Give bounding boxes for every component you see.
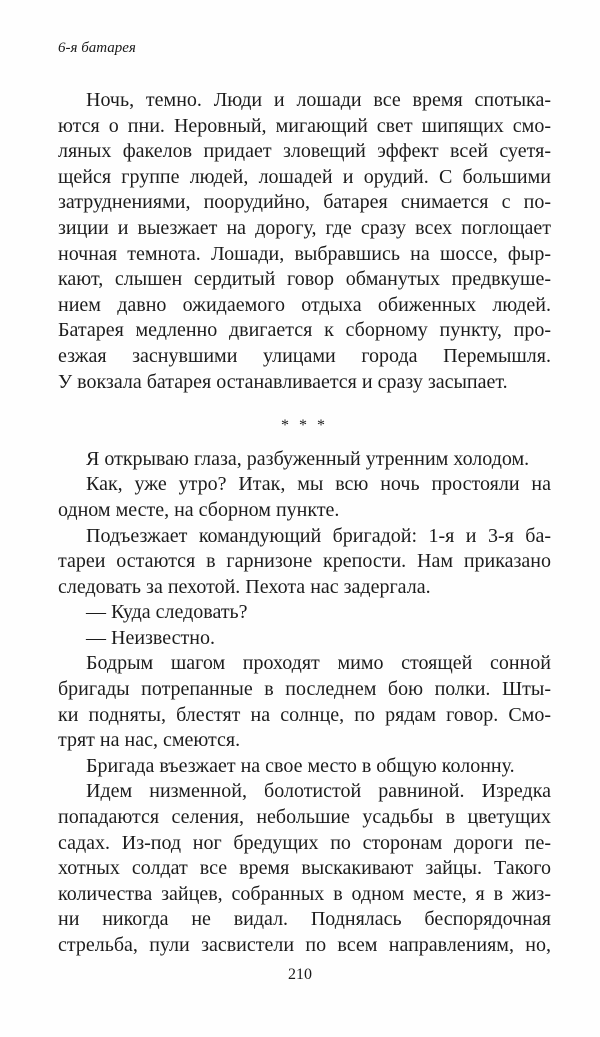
text-line: ляных факелов придает зловещий эффект всей суетя- xyxy=(58,140,551,163)
text-line: Батарея медленно двигается к сборному пункту, про- xyxy=(58,319,551,342)
text-line: затруднениями, поорудийно, батарея снимается с по- xyxy=(58,191,551,214)
text-line: тареи остаются в гарнизоне крепости. Нам приказано xyxy=(58,550,551,573)
text-line: одном месте, на сборном пункте. xyxy=(58,498,340,521)
text-line: — Куда следовать? xyxy=(86,601,248,624)
spacer xyxy=(58,439,551,447)
text-line: ки подняты, блестят на солнце, по рядам говор. Смо- xyxy=(58,703,551,726)
text-line: — Неизвестно. xyxy=(86,626,215,649)
text-line: стрельба, пули засвистели по всем направлениям, но, xyxy=(58,934,551,956)
text-line: ются о пни. Неровный, мигающий свет шипящих смо- xyxy=(58,114,551,137)
page-number: 210 xyxy=(288,966,312,983)
text-line: количества зайцев, собранных в одном месте, я в жиз- xyxy=(58,882,551,905)
text-line: зиции и выезжает на дорогу, где сразу всех поглощает xyxy=(58,216,551,239)
text-line: Идем низменной, болотистой равниной. Изредка xyxy=(86,780,551,803)
text-line: Бодрым шагом проходят мимо стоящей сонной xyxy=(86,652,551,675)
text-line: нием давно ожидаемого отдыха обиженных людей. xyxy=(58,293,551,316)
text-line: Как, уже утро? Итак, мы всю ночь простояли на xyxy=(86,473,551,496)
paragraph xyxy=(58,88,551,395)
spacer xyxy=(58,395,551,413)
text-line: ночная темнота. Лошади, выбравшись на шоссе, фыр- xyxy=(58,242,551,265)
paragraph xyxy=(58,524,551,601)
text-line: ни никогда не видал. Поднялась беспорядочная xyxy=(58,908,551,931)
dialogue-line xyxy=(58,626,551,652)
text-line: садах. Из-под ног бредущих по сторонам дороги пе- xyxy=(58,831,551,854)
text-line: следовать за пехотой. Пехота нас задергала. xyxy=(58,575,431,598)
paragraph xyxy=(58,472,551,523)
text-line: попадаются селения, небольшие усадьбы в цветущих xyxy=(58,806,551,829)
text-line: езжая заснувшими улицами города Перемышля. xyxy=(58,344,551,367)
paragraph xyxy=(58,651,551,753)
text-line: Бригада въезжает на свое место в общую колонну. xyxy=(86,754,515,777)
text-line: Я открываю глаза, разбуженный утренним холодом. xyxy=(86,447,530,470)
text-line: Подъезжает командующий бригадой: 1-я и 3-я ба- xyxy=(86,524,551,547)
paragraph xyxy=(58,447,551,473)
text-line: хотных солдат все время выскакивают зайцы. Такого xyxy=(58,857,551,880)
paragraph xyxy=(58,779,551,958)
text-line: бригады потрепанные в последнем бою полки. Шты- xyxy=(58,678,551,701)
body-text xyxy=(58,88,551,959)
text-line: трят на нас, смеются. xyxy=(58,729,241,752)
dialogue-line xyxy=(58,600,551,626)
text-line: кают, слышен сердитый говор обманутых предвкуше- xyxy=(58,268,551,291)
running-head: 6-я батарея xyxy=(58,40,136,56)
text-line: щейся группе людей, лошадей и орудий. С большими xyxy=(58,165,551,188)
section-break: * * * xyxy=(281,417,328,435)
text-line: Ночь, темно. Люди и лошади все время спотыка- xyxy=(86,89,551,111)
paragraph xyxy=(58,754,551,780)
text-line: У вокзала батарея останавливается и сразу засыпает. xyxy=(58,370,508,393)
